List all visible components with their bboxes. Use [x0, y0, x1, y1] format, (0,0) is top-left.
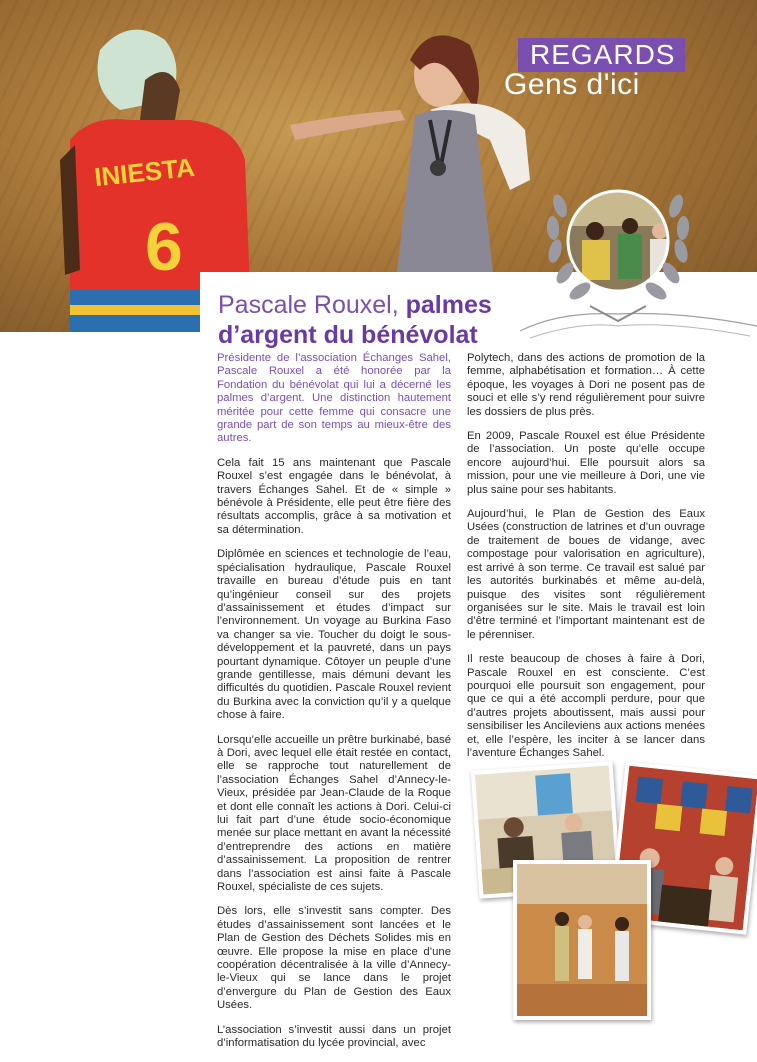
brand-subtitle: Gens d'ici	[504, 68, 640, 101]
body-paragraph: Dès lors, elle s’investit sans compter. Des études d’assainissement sont lancées et le Plan de Gestion des Déchets Solides mis en œuvre. Elle propose la mise en place d’une coopération décentralisée à la ville d’Annecy-le-Vieux qui se lance dans le projet d’envergure du Plan de Gestion des Eaux Usées.	[217, 905, 451, 1012]
jersey-number: 6	[145, 209, 183, 285]
article-title	[218, 290, 518, 350]
brand-title: REGARDS	[518, 38, 685, 72]
title-highlight: palmes	[405, 291, 492, 319]
photo-collage	[467, 760, 757, 1024]
brand-header	[504, 38, 685, 102]
body-paragraph: Lorsqu’elle accueille un prêtre burkinabé, basé à Dori, avec lequel elle était restée en contact, elle se rapproche tout naturellement de l’association Échanges Sahel d’Annecy-le-Vieux, présidée par Jean-Claude de la Roque et dont elle connaît les actions à Dori. Celui-ci lui fait part d’une étude socio-économique menée sur place mettant en avant la nécessité d’entreprendre des actions en matière d’assainissement. La proposition de rentrer dans l’association est ainsi faite à Pascale Rouxel, spécialiste de ces sujets.	[217, 733, 451, 894]
body-paragraph: Il reste beaucoup de choses à faire à Dori, Pascale Rouxel en est consciente. C’est pourquoi elle poursuit son engagement, pour que ce qui a été accompli perdure, pour que d’autres projets aboutissent, mais aussi pour sensibiliser les Ancileviens aux actions menées et, elle l’espère, les inciter à se lancer dans l’aventure Échanges Sahel.	[467, 653, 705, 759]
jersey-name: INIESTA	[92, 151, 197, 193]
medallion-photo	[560, 186, 680, 296]
body-paragraph: Polytech, dans des actions de promotion de la femme, alphabétisation et formation… À cette époque, les voyages à Dori ne posent pas de souci et elle s’y rend régulièrement pour suivre les dossiers de plus près.	[467, 352, 705, 418]
text-column-1	[217, 352, 451, 1062]
title-line2: d’argent du bénévolat	[218, 321, 478, 349]
title-name: Pascale Rouxel,	[218, 291, 399, 319]
body-paragraph: En 2009, Pascale Rouxel est élue Présidente de l’association. Un poste qu’elle occupe encore aujourd’hui. Elle poursuit alors sa mission, pour une vie meilleure à Dori, une vie plus saine pour ses habitants.	[467, 430, 705, 496]
photo-worksite	[513, 860, 651, 1020]
text-column-2	[467, 352, 705, 771]
laurel-medallion	[520, 176, 757, 346]
intro-paragraph: Présidente de l’association Échanges Sahel, Pascale Rouxel a été honorée par la Fondation du bénévolat qui lui a décerné les palmes d’argent. Une distinction hautement méritée pour cette femme qui consacre une grande part de son temps au mieux-être des autres.	[217, 352, 451, 445]
body-paragraph: Cela fait 15 ans maintenant que Pascale Rouxel s’est engagée dans le bénévolat, à travers Échanges Sahel. Et de « simple » bénévole à Présidente, elle peut être fière des résultats accomplis, grâce à sa motivation et sa détermination.	[217, 456, 451, 536]
body-paragraph: L’association s’investit aussi dans un projet d’informatisation du lycée provincial, avec	[217, 1023, 451, 1050]
body-paragraph: Diplômée en sciences et technologie de l’eau, spécialisation hydraulique, Pascale Rouxel travaille en bureau d’étude puis en tant qu’ingénieur conseil sur des projets d’assainissement et études d’impact sur l’environnement. Un voyage au Burkina Faso va changer sa vie. Toucher du doigt le sous-développement et la pauvreté, dans un pays pourtant dynamique. Côtoyer un peuple d’une grande gentillesse, mais démuni devant les difficultés du quotidien. Pascale Rouxel revient du Burkina avec la conviction qu’il y a quelque chose à faire.	[217, 548, 451, 722]
body-paragraph: Aujourd’hui, le Plan de Gestion des Eaux Usées (construction de latrines et d’un ouvrage de traitement de boues de vidange, avec compostage pour valorisation en agriculture), est arrivé à son terme. Ce travail est salué par les autorités burkinabés et même au-delà, puisque des visites sont régulièrement organisées sur le site. Mais le travail est loin d’être terminé et l’important maintenant est de le pérenniser.	[467, 508, 705, 641]
person-grey-dress	[280, 20, 540, 290]
